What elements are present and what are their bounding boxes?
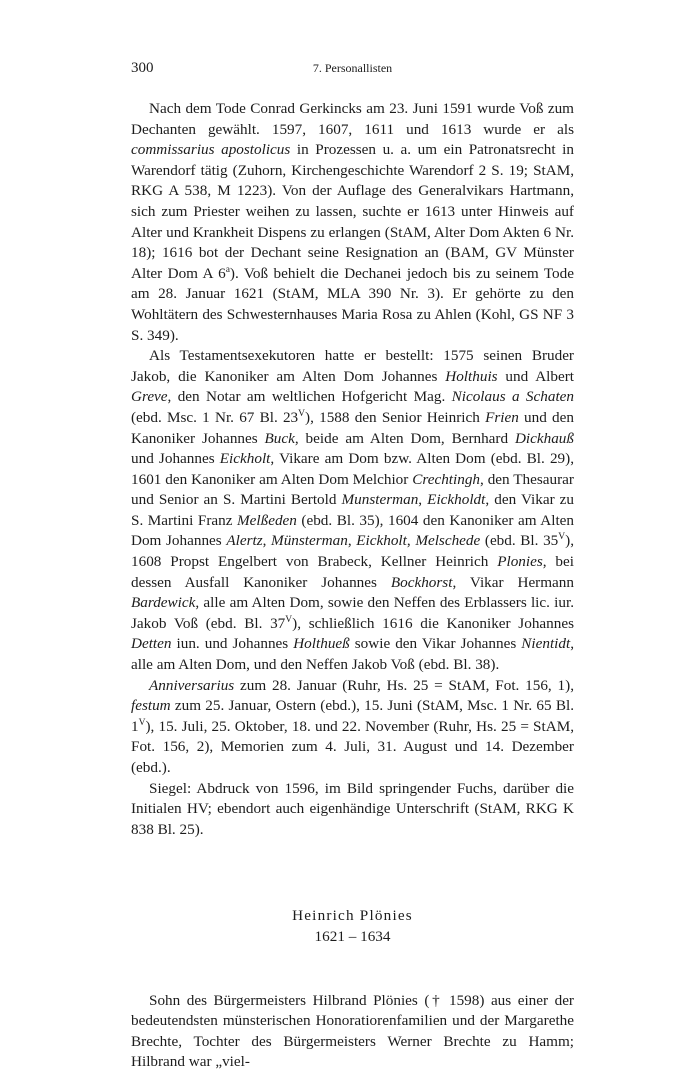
text-run: , Vikare am Dom bzw. Alten Dom (ebd. Bl. 29), 1601 den Kanoniker am Alten Dom Melchior	[131, 450, 574, 488]
italic-run: Holthuis	[445, 367, 498, 385]
italic-run: Detten	[131, 635, 172, 653]
italic-run: Plonies	[497, 553, 543, 571]
paragraph	[131, 991, 574, 1073]
text-run: ), 1588 den Senior Heinrich	[305, 408, 486, 426]
text-run: und Albert	[497, 367, 574, 385]
italic-run: Alertz	[226, 532, 263, 550]
italic-run: Buck	[264, 429, 295, 447]
paragraph	[131, 676, 574, 779]
italic-run: Münsterman	[271, 532, 348, 550]
text-run: Siegel: Abdruck von 1596, im Bild springender Fuchs, darüber die Initialen HV; ebendort auch eigenhändige Unterschrift (StAM, RKG K 838 Bl. 25).	[131, 779, 574, 838]
text-run: , beide am Alten Dom, Bernhard	[294, 429, 515, 447]
text-run: ), schließlich 1616 die Kanoniker Johannes	[292, 614, 574, 632]
italic-run: Holthueß	[293, 635, 350, 653]
text-run: Nach dem Tode Conrad Gerkincks am 23. Juni 1591 wurde Voß zum Dechanten gewählt. 1597, 1607, 1611 und 1613 wurde er als	[131, 100, 574, 138]
italic-run: Greve	[131, 388, 168, 406]
text-run: (ebd. Bl. 35	[480, 532, 559, 550]
italic-run: Melßeden	[237, 511, 297, 529]
text-run: zum 28. Januar (Ruhr, Hs. 25 = StAM, Fot. 156, 1),	[234, 676, 574, 694]
text-run: ), 1608 Propst Engelbert von Brabeck, Kellner Heinrich	[131, 532, 575, 571]
superscript-run: V	[285, 614, 293, 625]
superscript-run: V	[298, 408, 306, 419]
text-run: und den Kanoniker Johannes	[131, 408, 574, 447]
text-run: ,	[406, 532, 416, 550]
paragraph	[131, 779, 574, 841]
italic-run: Eickholt	[219, 450, 271, 468]
italic-run: Eickholdt	[427, 491, 486, 509]
superscript-run: V	[558, 532, 566, 543]
text-run: zum 25. Januar, Ostern (ebd.), 15. Juni (StAM, Msc. 1 Nr. 65 Bl. 1	[131, 697, 574, 735]
page-header	[131, 60, 574, 82]
paragraph	[131, 346, 574, 676]
text-run: und Johannes	[131, 450, 220, 468]
italic-run: Nientidt	[521, 635, 571, 653]
text-run: Sohn des Bürgermeisters Hilbrand Plönies († 1598) aus einer der bedeutendsten münsterischen Honoratiorenfamilien und der Margarethe Brechte, Tochter des Bürgermeisters Werner Brechte zu Hamm; Hilbrand war „viel-	[131, 991, 574, 1071]
italic-run: Munsterman	[341, 491, 419, 509]
page-number: 300	[131, 60, 154, 76]
italic-run: Bockhorst	[390, 573, 453, 591]
body-text	[131, 99, 574, 1073]
italic-run: Dickhauß	[514, 429, 574, 447]
text-run: (ebd. Bl. 35), 1604 den Kanoniker am Alten Dom Johannes	[131, 511, 574, 550]
section-title: Heinrich Plönies	[292, 907, 413, 925]
text-run: Als Testamentsexekutoren hatte er bestellt: 1575 seinen Bruder Jakob, die Kanoniker am Alten Dom Johannes	[131, 347, 574, 385]
text-run: , alle am Alten Dom, und den Neffen Jakob Voß (ebd. Bl. 38).	[131, 635, 574, 674]
italic-run: festum	[131, 697, 171, 715]
text-run: , Vikar Hermann	[452, 573, 574, 591]
section-years: 1621 – 1634	[314, 927, 391, 945]
text-run: ). Voß behielt die Dechanei jedoch bis zu seinem Tode am 28. Januar 1621 (StAM, MLA 390 Nr. 3). Er gehörte zu den Wohltätern des Schwesternhauses Maria Rosa zu Ahlen (Kohl, GS NF 3 S. 349).	[131, 264, 574, 344]
text-run: in Prozessen u. a. um ein Patronatsrecht in Warendorf tätig (Zuhorn, Kirchengeschichte Warendorf 2 S. 19; StAM, RKG A 538, M 1223). Von der Auflage des Generalvikars Hartmann, sich zum Priester weihen zu lassen, suchte er 1613 unter Hinweis auf Alter und Krankheit Dispens zu erlangen (StAM, Alter Dom Akten 6 Nr. 18); 1616 bot der Dechant seine Resignation an (BAM, GV Münster Alter Dom A 6	[131, 141, 574, 282]
text-run: , alle am Alten Dom, sowie den Neffen des Erblassers lic. iur. Jakob Voß (ebd. Bl. 37	[131, 594, 574, 632]
document-page	[131, 60, 574, 1073]
italic-run: Melschede	[415, 532, 481, 550]
italic-run: Nicolaus a Schaten	[451, 388, 574, 406]
italic-run: Crechtingh	[412, 470, 481, 488]
superscript-run: a	[225, 264, 230, 275]
italic-run: Anniversarius	[149, 676, 235, 694]
text-run: (ebd. Msc. 1 Nr. 67 Bl. 23	[131, 408, 299, 426]
italic-run: Frien	[485, 408, 519, 426]
text-run: iun. und Johannes	[171, 635, 294, 653]
text-run: ), 15. Juli, 25. Oktober, 18. und 22. November (Ruhr, Hs. 25 = StAM, Fot. 156, 2), Memorien zum 4. Juli, 31. August und 14. Dezember (ebd.).	[131, 717, 574, 776]
italic-run: Eickholt	[356, 532, 407, 550]
running-head: 7. Personallisten	[312, 61, 393, 75]
italic-run: commissarius apostolicus	[131, 141, 291, 159]
text-run: sowie den Vikar Johannes	[349, 635, 522, 653]
text-run: ,	[262, 532, 272, 550]
superscript-run: V	[138, 717, 146, 728]
text-run: , den Vikar zu S. Martini Franz	[131, 491, 575, 529]
text-run: , den Thesaurar und Senior an S. Martini Bertold	[131, 470, 574, 509]
text-run: , bei dessen Ausfall Kanoniker Johannes	[131, 553, 574, 591]
text-run: , den Notar am weltlichen Hofgericht Mag.	[167, 388, 452, 406]
paragraph	[131, 99, 574, 346]
text-run: ,	[347, 532, 357, 550]
text-run: ,	[418, 491, 428, 509]
italic-run: Bardewick	[131, 594, 196, 612]
